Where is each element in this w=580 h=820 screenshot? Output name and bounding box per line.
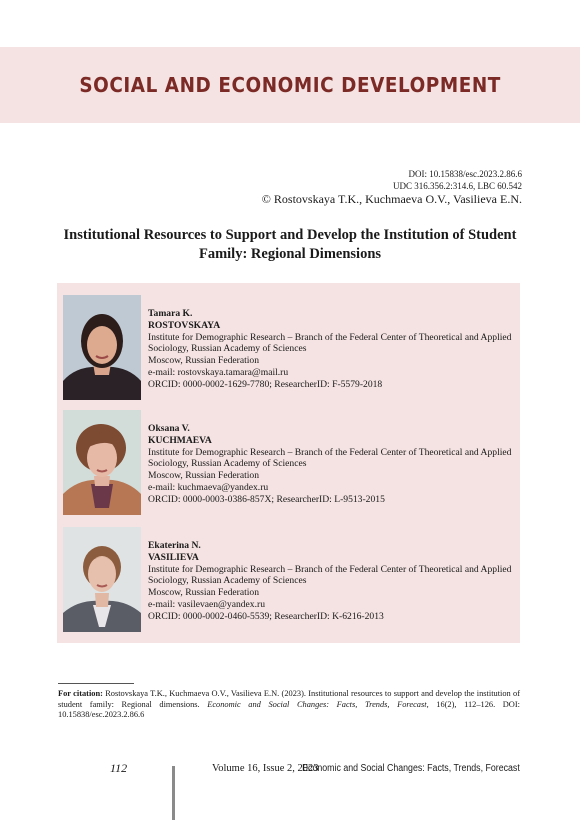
author-email[interactable]: e-mail: vasilevaen@yandex.ru xyxy=(148,598,265,610)
author-email[interactable]: e-mail: rostovskaya.tamara@mail.ru xyxy=(148,366,289,378)
author-location: Moscow, Russian Federation xyxy=(148,470,260,482)
authors-box xyxy=(57,283,520,643)
section-banner xyxy=(0,47,580,123)
udc-line: UDC 316.356.2:314.6, LBC 60.542 xyxy=(392,181,522,191)
footer-journal: Economic and Social Changes: Facts, Trends, Forecast xyxy=(302,763,520,774)
author-card xyxy=(57,527,520,637)
author-ids: ORCID: 0000-0002-0460-5539; ResearcherID: K-6216-2013 xyxy=(148,610,384,622)
author-info xyxy=(148,423,513,506)
author-first-name: Tamara K. xyxy=(148,308,193,319)
author-email[interactable]: e-mail: kuchmaeva@yandex.ru xyxy=(148,481,269,493)
article-title: Institutional Resources to Support and Develop the Institution of Student Family: Regional Dimensions xyxy=(63,227,517,262)
author-ids: ORCID: 0000-0003-0386-857X; ResearcherID: L-9513-2015 xyxy=(148,493,385,505)
author-photo xyxy=(63,527,141,632)
author-first-name: Ekaterina N. xyxy=(148,540,201,551)
author-card xyxy=(57,410,520,520)
page-number: 112 xyxy=(110,761,128,775)
citation-label: For citation: xyxy=(58,689,103,698)
author-affiliation: Institute for Demographic Research – Branch of the Federal Center of Theoretical and Applied Sociology, Russian Academy of Sciences xyxy=(148,331,512,355)
author-first-name: Oksana V. xyxy=(148,423,190,434)
author-surname: VASILIEVA xyxy=(148,551,199,563)
author-affiliation: Institute for Demographic Research – Branch of the Federal Center of Theoretical and Applied Sociology, Russian Academy of Sciences xyxy=(148,563,512,587)
section-title: SOCIAL AND ECONOMIC DEVELOPMENT xyxy=(79,73,501,97)
author-photo xyxy=(63,295,141,400)
footer-volume: Volume 16, Issue 2, 2023 xyxy=(212,763,319,774)
author-ids: ORCID: 0000-0002-1629-7780; ResearcherID: F-5579-2018 xyxy=(148,378,383,390)
author-location: Moscow, Russian Federation xyxy=(148,587,260,599)
author-info xyxy=(148,308,513,391)
citation-text: Rostovskaya T.K., Kuchmaeva O.V., Vasilieva E.N. (2023). Institutional resources to support and develop the institution of student family: Regional dimensions. xyxy=(58,689,520,709)
author-affiliation: Institute for Demographic Research – Branch of the Federal Center of Theoretical and Applied Sociology, Russian Academy of Sciences xyxy=(148,446,512,470)
author-info xyxy=(148,540,513,623)
citation-footnote xyxy=(58,689,520,721)
footer-divider xyxy=(172,766,175,820)
author-surname: ROSTOVSKAYA xyxy=(148,319,221,331)
citation-text-end: , 16(2), 112–126. DOI: 10.15838/esc.2023.2.86.6 xyxy=(58,699,520,719)
citation-journal: Economic and Social Changes: Facts, Trends, Forecast xyxy=(207,699,427,709)
doi-line: DOI: 10.15838/esc.2023.2.86.6 xyxy=(408,169,522,179)
author-card xyxy=(57,295,520,405)
copyright-line: © Rostovskaya T.K., Kuchmaeva O.V., Vasilieva E.N. xyxy=(261,192,522,206)
author-photo xyxy=(63,410,141,515)
footnote-rule xyxy=(58,683,134,684)
author-surname: KUCHMAEVA xyxy=(148,434,212,446)
author-location: Moscow, Russian Federation xyxy=(148,355,260,367)
